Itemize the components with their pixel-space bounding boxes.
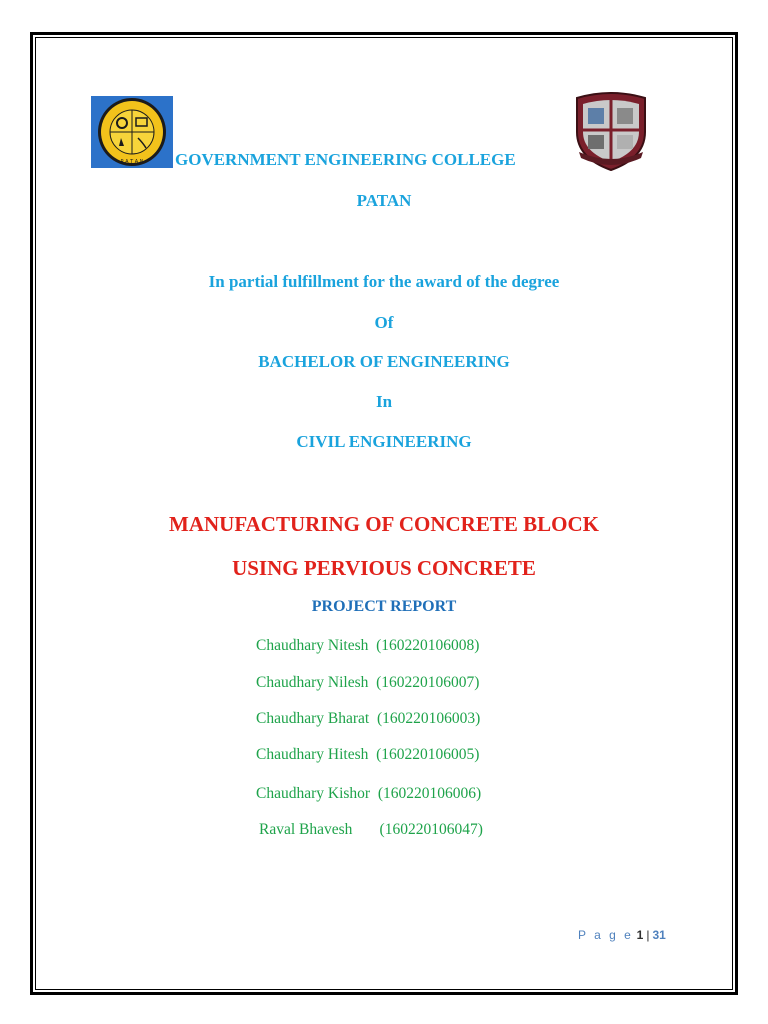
college-name: GOVERNMENT ENGINEERING COLLEGE: [175, 150, 516, 169]
degree-name: BACHELOR OF ENGINEERING: [258, 352, 510, 371]
page-total: 31: [652, 928, 666, 942]
team-member: Chaudhary Kishor (160220106006): [256, 785, 482, 802]
team-member: Chaudhary Bharat (160220106003): [256, 710, 481, 727]
of-word: Of: [374, 313, 394, 332]
page-current: 1: [636, 928, 644, 942]
team-member: Chaudhary Hitesh (160220106005): [256, 746, 480, 763]
branch-name: CIVIL ENGINEERING: [296, 432, 472, 451]
project-report-label: PROJECT REPORT: [311, 598, 457, 615]
page-number-footer: [578, 928, 666, 942]
project-title-line2: USING PERVIOUS CONCRETE: [232, 556, 536, 580]
project-title-line1: MANUFACTURING OF CONCRETE BLOCK: [169, 512, 599, 536]
team-member: Chaudhary Nilesh (160220106007): [256, 674, 480, 691]
city-name: PATAN: [356, 191, 412, 210]
team-member: Raval Bhavesh (160220106047): [259, 821, 483, 838]
svg-text:P A T A N: P A T A N: [120, 159, 144, 165]
gec-patan-logo: [91, 96, 173, 168]
fulfillment-statement: In partial fulfillment for the award of the degree: [208, 272, 560, 291]
in-word: In: [375, 392, 393, 411]
page-separator: |: [646, 928, 650, 942]
gtu-shield-logo: [571, 92, 651, 172]
team-member: Chaudhary Nitesh (160220106008): [256, 637, 480, 654]
page-label: P a g e: [578, 928, 634, 942]
